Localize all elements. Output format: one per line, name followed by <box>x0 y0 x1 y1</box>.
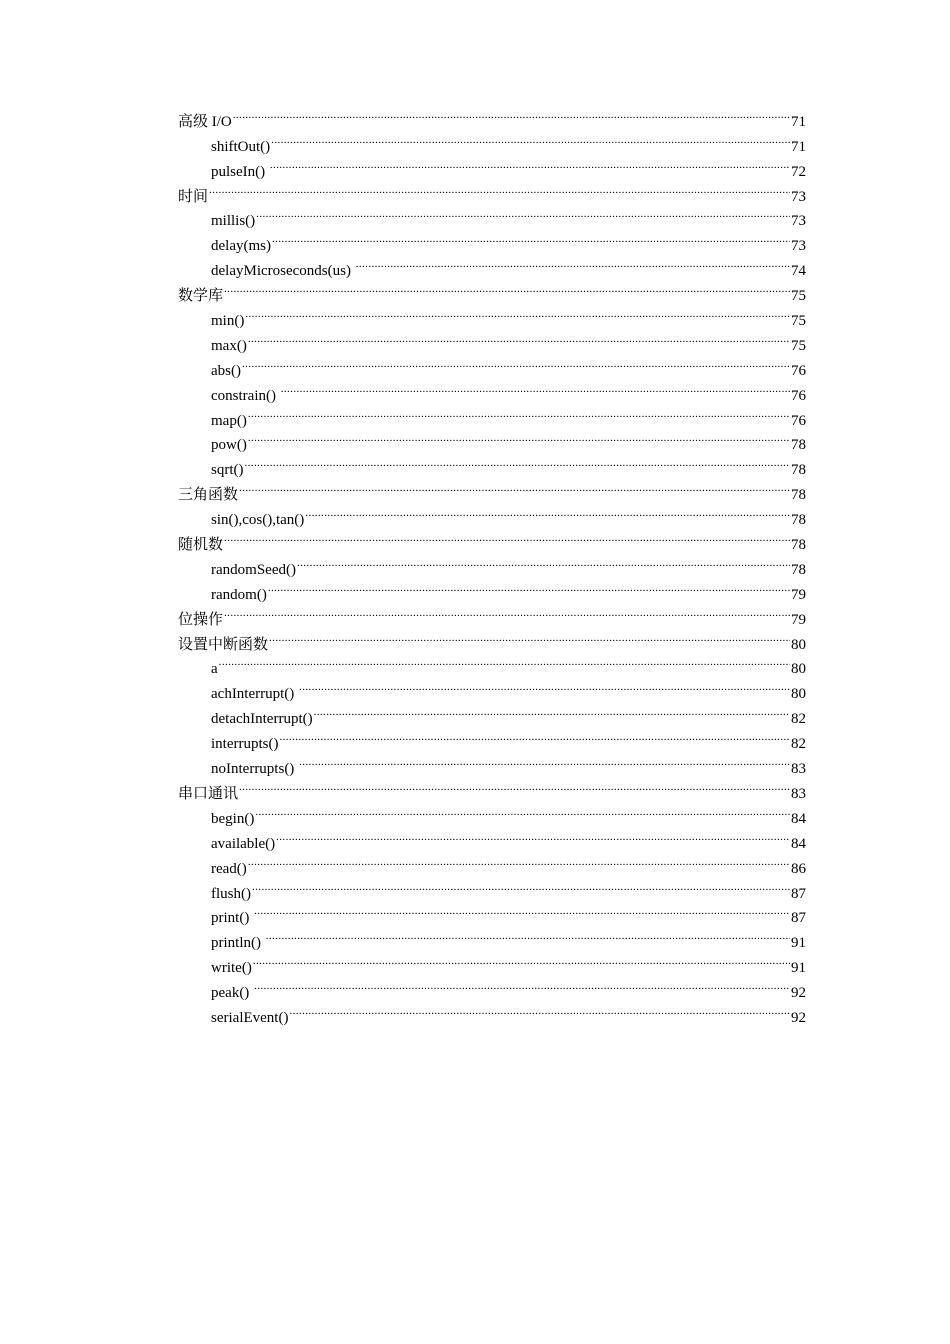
toc-entry-page-number: 76 <box>791 387 806 404</box>
toc-subsection-entry[interactable] <box>178 873 806 902</box>
toc-entry-title: a <box>211 661 218 678</box>
toc-entry-page-number: 92 <box>791 1009 806 1026</box>
toc-subsection-entry[interactable] <box>178 549 806 578</box>
toc-section-entry[interactable] <box>178 474 806 504</box>
toc-subsection-entry[interactable] <box>178 972 806 1002</box>
toc-entry-page-number: 84 <box>791 810 806 827</box>
toc-entry-title: shiftOut() <box>211 138 271 155</box>
toc-subsection-entry[interactable] <box>178 823 806 852</box>
toc-entry-title: pow() <box>211 437 247 454</box>
toc-entry-page-number: 92 <box>791 985 806 1002</box>
toc-dot-leader <box>248 425 790 450</box>
toc-dot-leader <box>269 624 790 649</box>
toc-entry-title: peak() <box>211 985 254 1002</box>
toc-entry-page-number: 75 <box>791 313 806 330</box>
toc-entry-title: 时间 <box>178 188 209 205</box>
toc-entry-title: delayMicroseconds(us) <box>211 263 355 280</box>
toc-dot-leader <box>252 873 790 898</box>
toc-dot-leader <box>224 599 790 624</box>
toc-entry-page-number: 76 <box>791 362 806 379</box>
toc-dot-leader <box>248 400 790 425</box>
toc-entry-title: abs() <box>211 362 241 379</box>
toc-dot-leader <box>254 972 790 997</box>
toc-subsection-entry[interactable] <box>178 400 806 429</box>
toc-entry-title: read() <box>211 860 247 877</box>
toc-subsection-entry[interactable] <box>178 649 806 678</box>
toc-entry-title: write() <box>211 960 252 977</box>
toc-entry-title: max() <box>211 337 247 354</box>
toc-subsection-entry[interactable] <box>178 425 806 454</box>
table-of-contents <box>178 101 806 1026</box>
toc-dot-leader <box>276 823 790 848</box>
toc-dot-leader <box>233 101 790 126</box>
toc-subsection-entry[interactable] <box>178 898 806 927</box>
toc-entry-page-number: 79 <box>791 586 806 603</box>
toc-entry-page-number: 75 <box>791 337 806 354</box>
toc-entry-page-number: 83 <box>791 785 806 802</box>
toc-subsection-entry[interactable] <box>178 151 806 180</box>
toc-entry-title: 随机数 <box>178 537 224 554</box>
toc-subsection-entry[interactable] <box>178 375 806 404</box>
toc-entry-page-number: 82 <box>791 711 806 728</box>
toc-dot-leader <box>314 698 790 723</box>
toc-entry-title: begin() <box>211 810 255 827</box>
toc-entry-page-number: 83 <box>791 761 806 778</box>
toc-subsection-entry[interactable] <box>178 848 806 877</box>
toc-entry-title: sin(),cos(),tan() <box>211 512 305 529</box>
toc-entry-title: noInterrupts() <box>211 761 299 778</box>
toc-entry-page-number: 80 <box>791 636 806 653</box>
toc-entry-page-number: 91 <box>791 935 806 952</box>
toc-subsection-entry[interactable] <box>178 499 806 529</box>
toc-subsection-entry[interactable] <box>178 947 806 977</box>
toc-entry-page-number: 78 <box>791 437 806 454</box>
toc-section-entry[interactable] <box>178 624 806 653</box>
toc-dot-leader <box>270 151 790 176</box>
toc-entry-title: millis() <box>211 213 256 230</box>
toc-dot-leader <box>272 225 790 250</box>
toc-entry-page-number: 73 <box>791 188 806 205</box>
toc-section-entry[interactable] <box>178 773 806 802</box>
toc-dot-leader <box>239 773 790 798</box>
toc-entry-title: delay(ms) <box>211 238 271 255</box>
toc-dot-leader <box>254 898 790 923</box>
toc-dot-leader <box>219 649 790 674</box>
toc-entry-page-number: 82 <box>791 736 806 753</box>
toc-dot-leader <box>245 449 791 474</box>
toc-entry-page-number: 79 <box>791 611 806 628</box>
toc-subsection-entry[interactable] <box>178 250 806 280</box>
toc-entry-title: 位操作 <box>178 611 224 628</box>
toc-entry-title: min() <box>211 313 245 330</box>
toc-subsection-entry[interactable] <box>178 350 806 379</box>
toc-subsection-entry[interactable] <box>178 798 806 827</box>
toc-entry-title: 三角函数 <box>178 487 239 504</box>
toc-entry-page-number: 91 <box>791 960 806 977</box>
toc-entry-title: random() <box>211 586 267 603</box>
toc-entry-title: 高级 I/O <box>178 113 232 130</box>
toc-entry-page-number: 78 <box>791 462 806 479</box>
toc-subsection-entry[interactable] <box>178 997 806 1026</box>
toc-entry-title: pulseIn() <box>211 163 269 180</box>
toc-dot-leader <box>289 997 790 1022</box>
toc-dot-leader <box>256 201 790 226</box>
toc-dot-leader <box>255 798 790 823</box>
toc-dot-leader <box>248 325 790 350</box>
toc-entry-title: serialEvent() <box>211 1009 289 1026</box>
toc-dot-leader <box>281 375 790 400</box>
toc-subsection-entry[interactable] <box>178 325 806 354</box>
toc-dot-leader <box>224 275 790 300</box>
toc-entry-page-number: 87 <box>791 885 806 902</box>
toc-dot-leader <box>248 848 790 873</box>
toc-entry-page-number: 87 <box>791 910 806 927</box>
toc-entry-page-number: 73 <box>791 238 806 255</box>
toc-entry-title: 数学库 <box>178 288 224 305</box>
toc-entry-title: constrain() <box>211 387 280 404</box>
toc-section-entry[interactable] <box>178 101 806 130</box>
toc-entry-title: 串口通讯 <box>178 785 239 802</box>
toc-subsection-entry[interactable] <box>178 201 806 230</box>
toc-subsection-entry[interactable] <box>178 126 806 155</box>
toc-entry-title: available() <box>211 835 276 852</box>
toc-section-entry[interactable] <box>178 524 806 554</box>
toc-entry-title: 设置中断函数 <box>178 636 269 653</box>
toc-entry-page-number: 78 <box>791 512 806 529</box>
toc-dot-leader <box>356 250 790 275</box>
toc-dot-leader <box>299 673 790 698</box>
toc-dot-leader <box>245 300 790 325</box>
toc-entry-page-number: 73 <box>791 213 806 230</box>
toc-section-entry[interactable] <box>178 599 806 628</box>
toc-section-entry[interactable] <box>178 176 806 205</box>
toc-dot-leader <box>266 922 790 947</box>
toc-dot-leader <box>305 499 790 524</box>
toc-entry-page-number: 76 <box>791 412 806 429</box>
toc-dot-leader <box>271 126 790 151</box>
toc-dot-leader <box>253 947 790 972</box>
toc-section-entry[interactable] <box>178 275 806 305</box>
toc-entry-page-number: 75 <box>791 288 806 305</box>
toc-entry-title: map() <box>211 412 247 429</box>
toc-entry-page-number: 74 <box>791 263 806 280</box>
toc-entry-page-number: 84 <box>791 835 806 852</box>
toc-dot-leader <box>224 524 790 549</box>
toc-entry-page-number: 78 <box>791 537 806 554</box>
toc-dot-leader <box>268 574 790 599</box>
toc-dot-leader <box>209 176 790 201</box>
toc-entry-page-number: 80 <box>791 661 806 678</box>
toc-entry-title: interrupts() <box>211 736 279 753</box>
toc-subsection-entry[interactable] <box>178 300 806 330</box>
toc-dot-leader <box>297 549 790 574</box>
toc-entry-title: sqrt() <box>211 462 244 479</box>
toc-dot-leader <box>242 350 790 375</box>
toc-subsection-entry[interactable] <box>178 225 806 255</box>
toc-subsection-entry[interactable] <box>178 673 806 703</box>
toc-entry-page-number: 71 <box>791 138 806 155</box>
toc-entry-page-number: 86 <box>791 860 806 877</box>
toc-entry-page-number: 78 <box>791 487 806 504</box>
toc-entry-page-number: 72 <box>791 163 806 180</box>
toc-subsection-entry[interactable] <box>178 449 806 479</box>
toc-entry-title: print() <box>211 910 254 927</box>
toc-entry-title: detachInterrupt() <box>211 711 313 728</box>
toc-dot-leader <box>299 748 790 773</box>
toc-subsection-entry[interactable] <box>178 922 806 952</box>
toc-entry-title: achInterrupt() <box>211 686 299 703</box>
toc-entry-title: randomSeed() <box>211 561 296 578</box>
toc-subsection-entry[interactable] <box>178 574 806 603</box>
toc-entry-page-number: 80 <box>791 686 806 703</box>
toc-entry-page-number: 78 <box>791 561 806 578</box>
toc-entry-page-number: 71 <box>791 113 806 130</box>
toc-entry-title: flush() <box>211 885 251 902</box>
toc-dot-leader <box>279 723 790 748</box>
toc-entry-title: println() <box>211 935 265 952</box>
toc-dot-leader <box>239 474 790 499</box>
